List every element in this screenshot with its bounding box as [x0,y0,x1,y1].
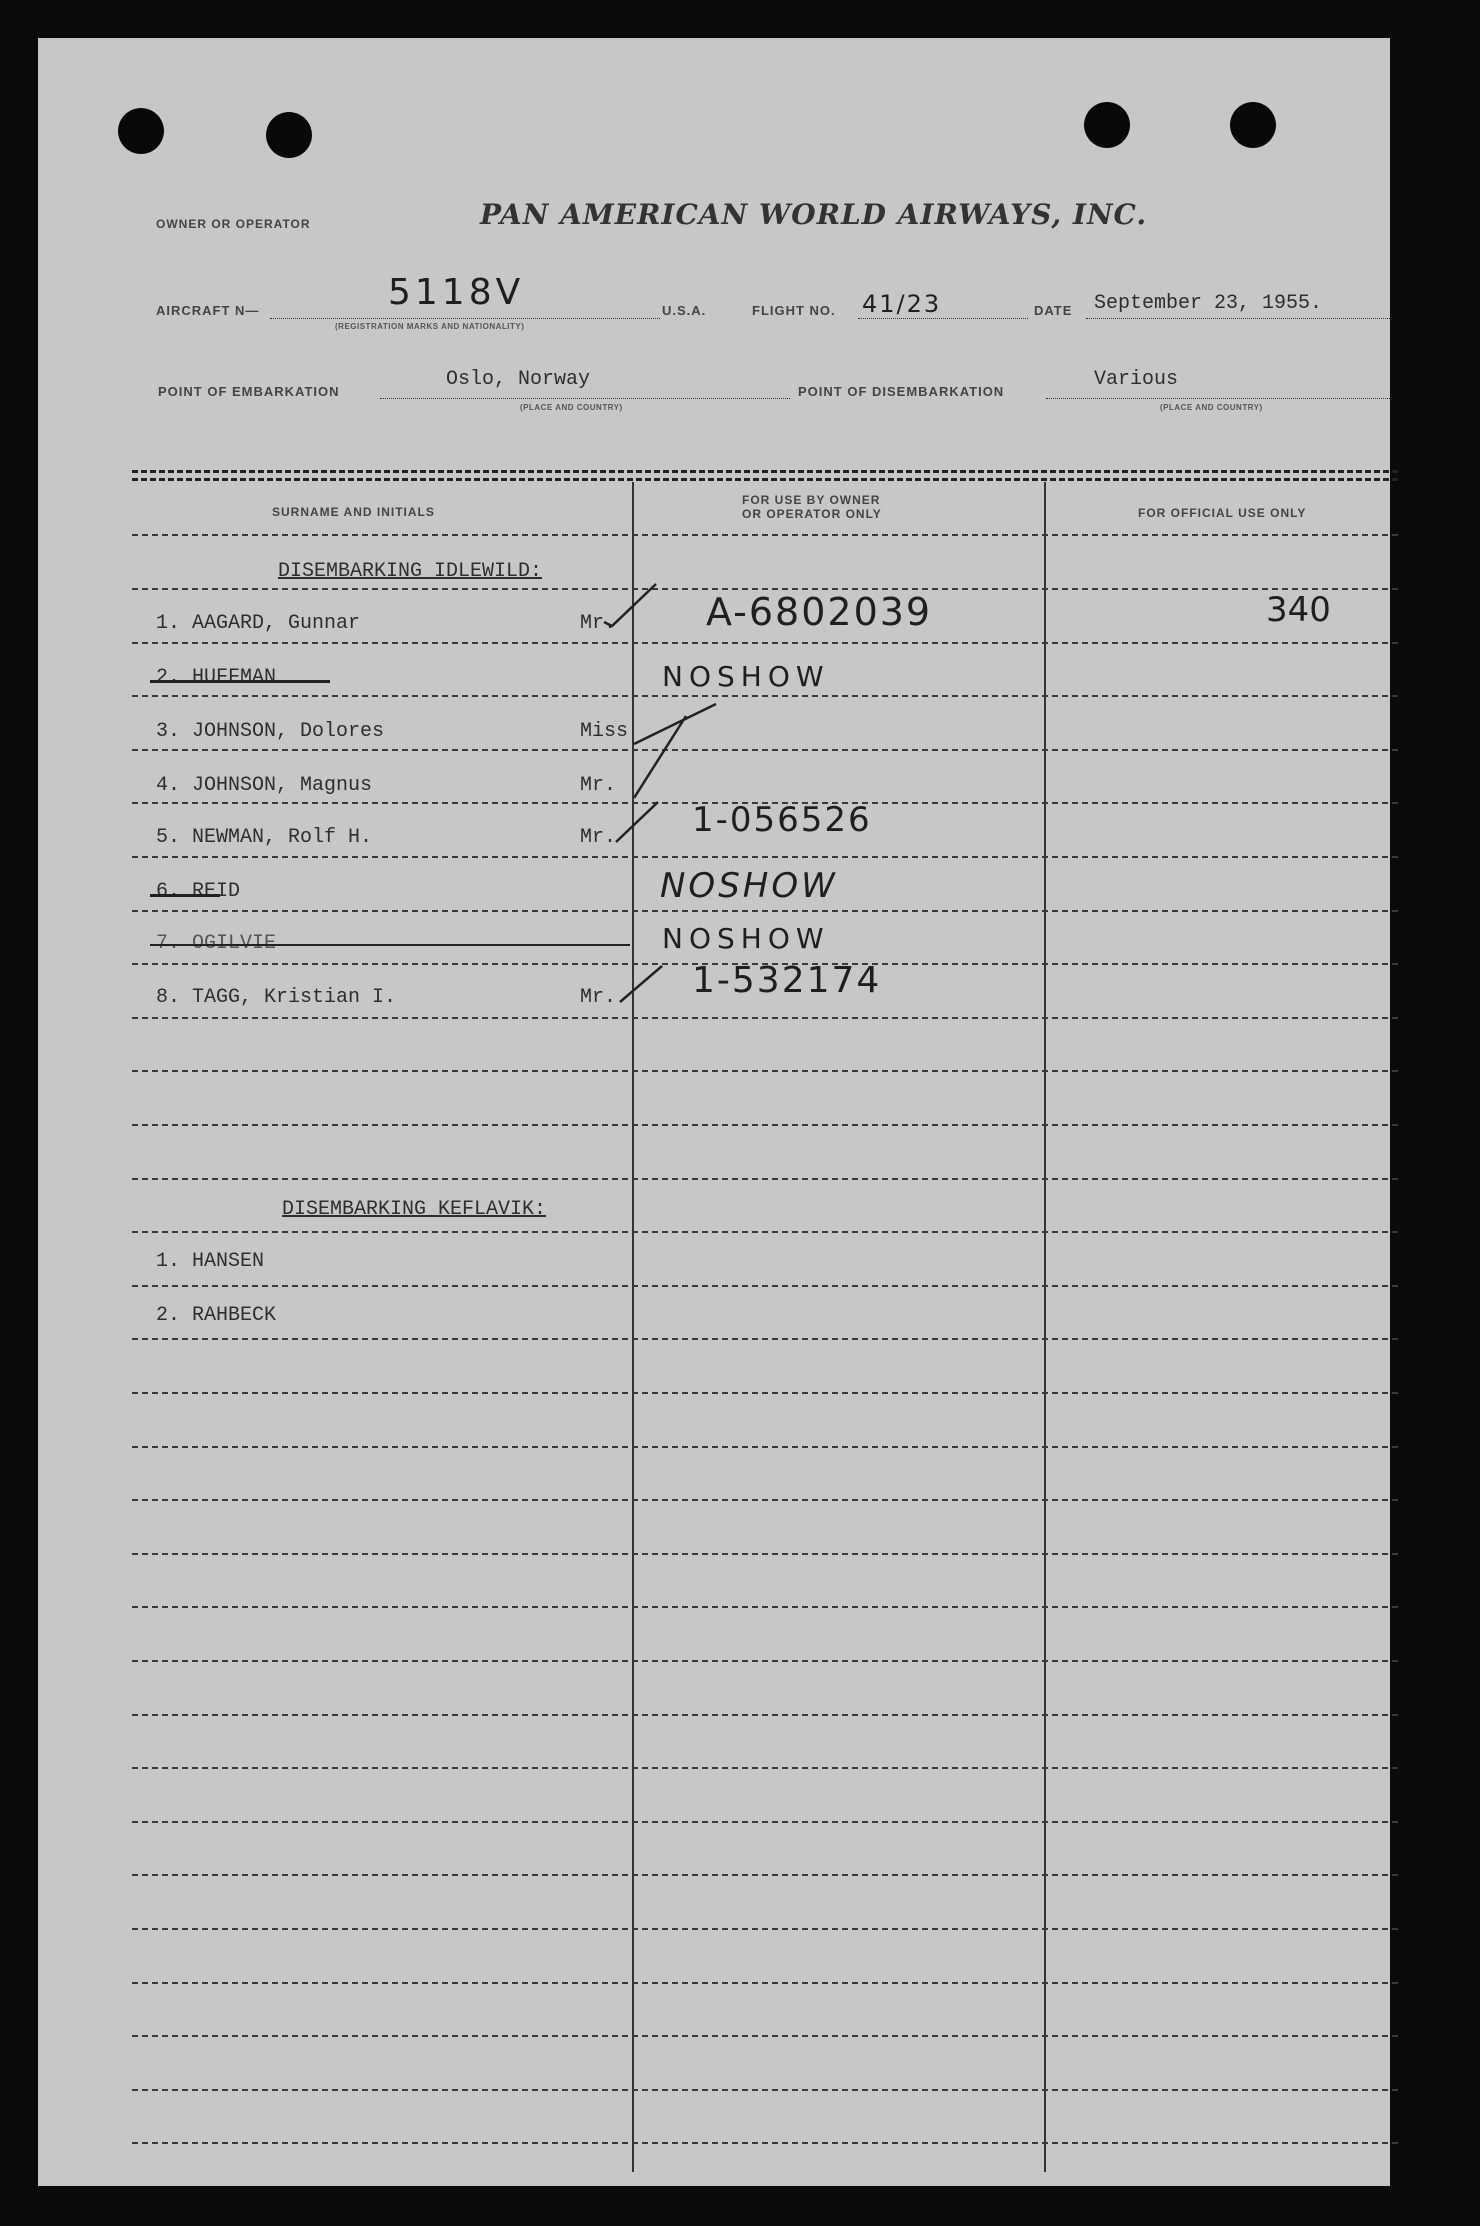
ruled-line [132,1606,1398,1608]
owner-label: OWNER OR OPERATOR [156,217,311,231]
operator-entry: 1-532174 [692,960,882,1001]
ruled-line [132,1982,1398,1984]
ruled-line [132,1285,1398,1287]
ruled-line [132,1821,1398,1823]
operator-entry: A-6802039 [706,590,933,634]
punch-hole [118,108,164,154]
official-entry: 340 [1266,590,1331,630]
embark-line [380,398,790,399]
check-mark-icon [630,712,690,802]
ruled-line [132,2142,1398,2144]
check-mark-icon [612,798,662,848]
passenger-name: 7. OGILVIE [156,932,277,955]
aircraft-label: AIRCRAFT N— [156,303,260,318]
aircraft-value: 5118V [388,272,525,313]
flight-label: FLIGHT NO. [752,303,836,318]
passenger-title: Miss [580,720,629,743]
disembark-caption: (PLACE AND COUNTRY) [1160,403,1263,412]
col-surname-header: SURNAME AND INITIALS [272,505,435,519]
passenger-name: 3. JOHNSON, Dolores [156,720,385,743]
ruled-line [132,1767,1398,1769]
ruled-line [132,1178,1398,1180]
top-rule [132,470,1398,473]
passenger-title: Mr. [580,774,617,797]
col-operator-header-2: OR OPERATOR ONLY [742,507,882,521]
section-keflavik-heading: DISEMBARKING KEFLAVIK: [282,1198,547,1221]
passenger-name: 1. HANSEN [156,1250,265,1273]
embark-caption: (PLACE AND COUNTRY) [520,403,623,412]
ruled-line [132,1392,1398,1394]
ruled-line [132,1231,1398,1233]
check-mark-icon [600,580,660,630]
ruled-line [132,1446,1398,1448]
passenger-name: 6. REID [156,880,241,903]
disembark-label: POINT OF DISEMBARKATION [798,384,1005,399]
passenger-title: Mr. [580,826,617,849]
passenger-name: 2. RAHBECK [156,1304,277,1327]
registration-caption: (REGISTRATION MARKS AND NATIONALITY) [335,322,525,331]
ruled-line [132,1017,1398,1019]
passenger-name: 8. TAGG, Kristian I. [156,986,397,1009]
passenger-name: 2. HUFFMAN [156,666,277,689]
operator-entry: NOSHOW [662,660,830,693]
date-label: DATE [1034,303,1073,318]
flight-value: 41/23 [862,290,942,318]
ruled-line [132,642,1398,644]
flight-line [858,318,1028,319]
check-mark-icon [616,960,666,1010]
passenger-title: Mr. [580,986,617,1009]
passenger-name: 1. AAGARD, Gunnar [156,612,361,635]
punch-hole [1230,102,1276,148]
date-line [1086,318,1390,319]
strike-through [150,680,330,683]
disembark-line [1046,398,1390,399]
ruled-line [132,910,1398,912]
ruled-line [132,749,1398,751]
passenger-name: 5. NEWMAN, Rolf H. [156,826,373,849]
ruled-line [132,1874,1398,1876]
manifest-page [38,38,1390,2186]
disembark-value: Various [1094,368,1179,391]
strike-through [150,944,630,946]
col-operator-header-1: FOR USE BY OWNER [742,493,881,507]
ruled-line [132,2089,1398,2091]
section-idlewild-heading: DISEMBARKING IDLEWILD: [278,560,543,583]
ruled-line [132,1124,1398,1126]
ruled-line [132,1499,1398,1501]
ruled-line [132,1070,1398,1072]
passenger-name: 4. JOHNSON, Magnus [156,774,373,797]
ruled-line [132,1714,1398,1716]
top-rule [132,478,1398,481]
ruled-line [132,1338,1398,1340]
operator-entry: NOSHOW [662,922,830,955]
punch-hole [266,112,312,158]
col-official-header: FOR OFFICIAL USE ONLY [1138,506,1307,520]
ruled-line [132,1553,1398,1555]
operator-entry: NOSHOW [660,866,838,906]
ruled-line [132,1928,1398,1930]
date-value: September 23, 1955. [1094,292,1323,315]
ruled-line [132,534,1398,536]
column-divider [1044,482,1046,2172]
airline-name: PAN AMERICAN WORLD AIRWAYS, INC. [480,198,1148,231]
ruled-line [132,856,1398,858]
punch-hole [1084,102,1130,148]
passenger-title: Mr. [580,612,617,635]
embark-value: Oslo, Norway [446,368,591,391]
ruled-line [132,2035,1398,2037]
ruled-line [132,1660,1398,1662]
usa-label: U.S.A. [662,303,707,318]
operator-entry: 1-056526 [692,800,872,840]
strike-through [150,894,220,897]
ruled-line [132,695,1398,697]
aircraft-line [270,318,660,319]
embark-label: POINT OF EMBARKATION [158,384,340,399]
